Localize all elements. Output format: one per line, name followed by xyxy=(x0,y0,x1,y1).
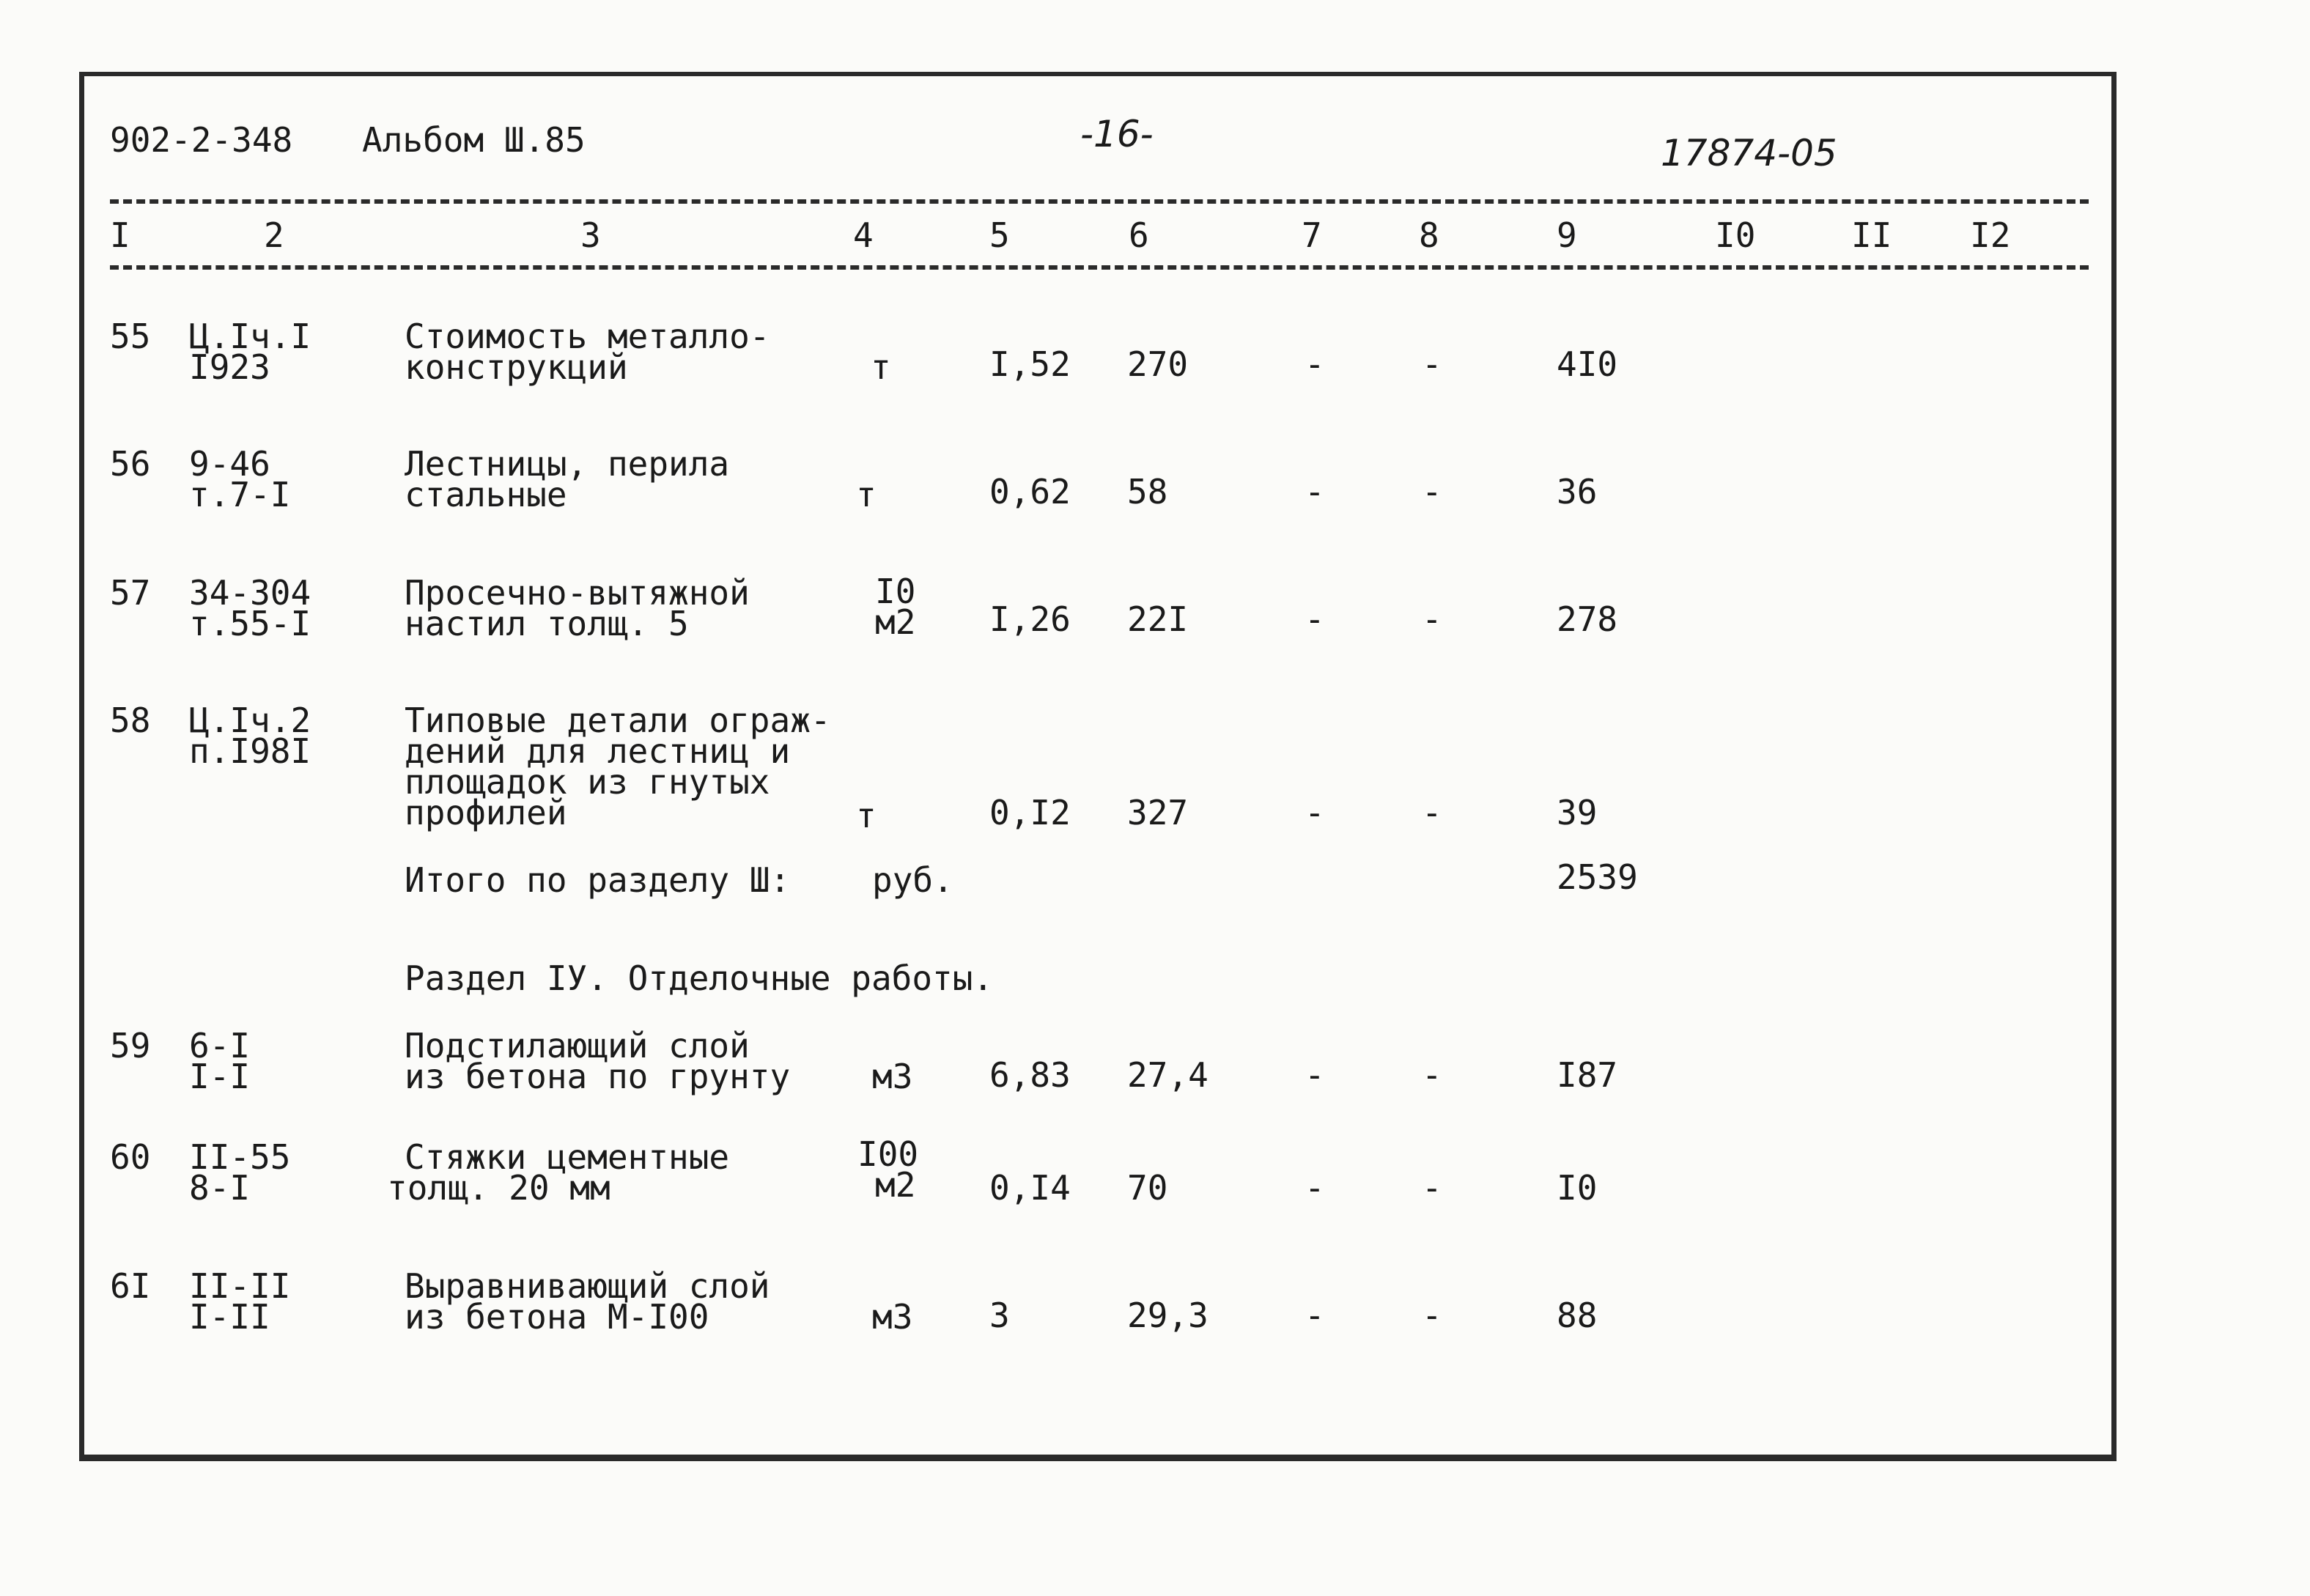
total-cost: 88 xyxy=(1557,1296,1598,1335)
row-number: 6I xyxy=(110,1266,151,1306)
quantity: 6,83 xyxy=(989,1055,1071,1095)
column-header-10: I0 xyxy=(1715,215,1756,255)
code-line-1: 9-46 xyxy=(189,444,270,484)
column-header-8: 8 xyxy=(1419,215,1439,255)
description-line: конструкций xyxy=(405,347,628,387)
column-header-2: 2 xyxy=(264,215,284,255)
quantity: I,26 xyxy=(989,599,1071,639)
code-line-2: т.7-I xyxy=(189,475,291,514)
unit-price: 70 xyxy=(1127,1168,1168,1208)
page-number: -16- xyxy=(1080,113,1154,155)
row-number: 60 xyxy=(110,1137,151,1177)
column-8-value: - xyxy=(1422,344,1442,384)
column-8-value: - xyxy=(1422,1168,1442,1208)
code-line-2: I-II xyxy=(189,1297,270,1337)
code-line-2: I923 xyxy=(189,347,270,387)
column-header-6: 6 xyxy=(1129,215,1149,255)
unit-price: 27,4 xyxy=(1127,1055,1208,1095)
total-cost: I0 xyxy=(1557,1168,1598,1208)
unit-price: 270 xyxy=(1127,344,1189,384)
description-line: площадок из гнутых xyxy=(405,762,770,802)
column-header-4: 4 xyxy=(853,215,874,255)
column-7-value: - xyxy=(1305,344,1325,384)
unit-price: 58 xyxy=(1127,472,1168,511)
description-line: Лестницы, перила xyxy=(405,444,730,484)
unit: I0 xyxy=(875,572,916,611)
total-cost: 278 xyxy=(1557,599,1618,639)
code-line-1: Ц.Iч.I xyxy=(189,317,311,356)
description-line: из бетона М-I00 xyxy=(405,1297,709,1337)
code-line-1: 6-I xyxy=(189,1026,251,1065)
row-number: 55 xyxy=(110,317,151,356)
column-header-9: 9 xyxy=(1557,215,1577,255)
column-header-5: 5 xyxy=(989,215,1010,255)
column-7-value: - xyxy=(1305,1296,1325,1335)
code-line-2: I-I xyxy=(189,1057,251,1096)
unit: I00 xyxy=(857,1134,919,1174)
description-line: Выравнивающий слой xyxy=(405,1266,770,1306)
subtotal-total: 2539 xyxy=(1557,857,1638,897)
description-line: профилей xyxy=(405,793,567,832)
row-number: 58 xyxy=(110,701,151,740)
row-number: 59 xyxy=(110,1026,151,1065)
code-line-1: 34-304 xyxy=(189,573,311,613)
description-line: Подстилающий слой xyxy=(405,1026,750,1065)
column-header-1: I xyxy=(110,215,130,255)
code-line-1: Ц.Iч.2 xyxy=(189,701,311,740)
column-7-value: - xyxy=(1305,793,1325,832)
quantity: 0,I4 xyxy=(989,1168,1071,1208)
row-number: 56 xyxy=(110,444,151,484)
unit: м3 xyxy=(872,1057,913,1096)
total-cost: 4I0 xyxy=(1557,344,1618,384)
column-8-value: - xyxy=(1422,599,1442,639)
unit: т xyxy=(871,347,891,387)
column-7-value: - xyxy=(1305,1055,1325,1095)
code-line-2: 8-I xyxy=(189,1168,251,1208)
unit: м2 xyxy=(875,1165,916,1205)
column-8-value: - xyxy=(1422,793,1442,832)
unit-price: 29,3 xyxy=(1127,1296,1208,1335)
description-line: Типовые детали ограж- xyxy=(405,701,831,740)
quantity: 3 xyxy=(989,1296,1010,1335)
unit: т xyxy=(856,796,877,835)
description-line: настил толщ. 5 xyxy=(405,604,689,643)
total-cost: 39 xyxy=(1557,793,1598,832)
subtotal-unit: руб. xyxy=(872,860,953,900)
total-cost: 36 xyxy=(1557,472,1598,511)
total-cost: I87 xyxy=(1557,1055,1618,1095)
code-line-2: п.I98I xyxy=(189,731,311,771)
unit-price: 327 xyxy=(1127,793,1189,832)
unit-price: 22I xyxy=(1127,599,1189,639)
unit: м2 xyxy=(875,602,916,642)
subtotal-label: Итого по разделу Ш: xyxy=(405,860,791,900)
quantity: 0,I2 xyxy=(989,793,1071,832)
unit: м3 xyxy=(872,1297,913,1337)
album-label: Альбом Ш.85 xyxy=(362,120,586,160)
document-number: 17874-05 xyxy=(1661,132,1837,174)
header-top-rule xyxy=(110,199,2089,204)
column-header-7: 7 xyxy=(1302,215,1322,255)
description-line: толщ. 20 мм xyxy=(387,1168,610,1208)
description-line: Стяжки цементные xyxy=(405,1137,730,1177)
description-line: Просечно-вытяжной xyxy=(405,573,750,613)
row-number: 57 xyxy=(110,573,151,613)
project-code: 902-2-348 xyxy=(110,120,293,160)
column-8-value: - xyxy=(1422,1055,1442,1095)
header-bottom-rule xyxy=(110,265,2089,270)
description-line: Стоимость металло- xyxy=(405,317,770,356)
code-line-1: II-II xyxy=(189,1266,291,1306)
description-line: дений для лестниц и xyxy=(405,731,791,771)
code-line-2: т.55-I xyxy=(189,604,311,643)
code-line-1: II-55 xyxy=(189,1137,291,1177)
section-title: Раздел IУ. Отделочные работы. xyxy=(405,958,994,998)
column-7-value: - xyxy=(1305,599,1325,639)
description-line: из бетона по грунту xyxy=(405,1057,791,1096)
column-8-value: - xyxy=(1422,472,1442,511)
unit: т xyxy=(856,475,877,514)
document-frame xyxy=(79,72,2117,1461)
column-header-12: I2 xyxy=(1970,215,2011,255)
column-8-value: - xyxy=(1422,1296,1442,1335)
column-header-11: II xyxy=(1851,215,1892,255)
description-line: стальные xyxy=(405,475,567,514)
quantity: 0,62 xyxy=(989,472,1071,511)
column-7-value: - xyxy=(1305,1168,1325,1208)
column-7-value: - xyxy=(1305,472,1325,511)
column-header-3: 3 xyxy=(580,215,601,255)
quantity: I,52 xyxy=(989,344,1071,384)
